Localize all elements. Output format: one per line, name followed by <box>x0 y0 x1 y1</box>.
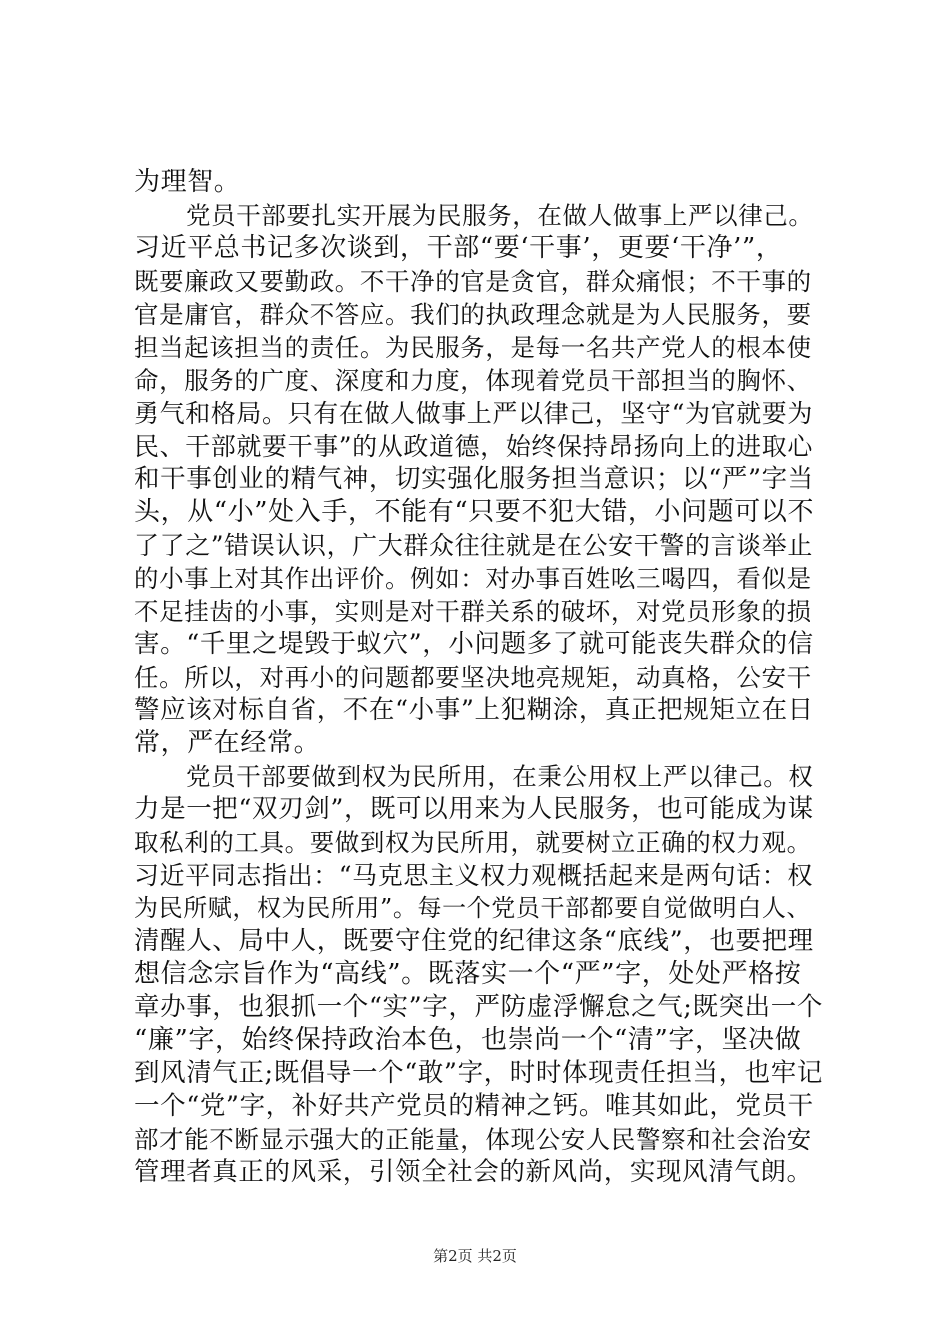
text-line: 警应该对标自省，不在“小事”上犯糊涂，真正把规矩立在日 <box>134 695 814 725</box>
text-line: 党员干部要扎实开展为民服务，在做人做事上严以律己。 <box>186 201 814 230</box>
text-line: 部才能不断显示强大的正能量，体现公安人民警察和社会治安 <box>134 1125 812 1154</box>
text-line: 清醒人、局中人，既要守住党的纪律这条“底线”，也要把理 <box>134 926 814 956</box>
text-line: 想信念宗旨作为“高线”。既落实一个“严”字，处处严格按 <box>134 959 802 989</box>
text-line: 一个“党”字，补好共产党员的精神之钙。唯其如此，党员干 <box>134 1091 814 1121</box>
text-line: 命，服务的广度、深度和力度，体现着党员干部担当的胸怀、 <box>134 366 812 395</box>
text-line: 了了之”错误认识，广大群众往往就是在公安干警的言谈举止 <box>134 531 813 560</box>
text-line: 取私利的工具。要做到权为民所用，就要树立正确的权力观。 <box>134 828 812 857</box>
text-line: 为民所赋，权为民所用”。每一个党员干部都要自觉做明白人、 <box>134 894 812 922</box>
text-line: 头，从“小”处入手，不能有“只要不犯大错，小问题可以不 <box>134 497 815 527</box>
text-line: 章办事，也狠抓一个“实”字，严防虚浮懈怠之气;既突出一个 <box>134 992 823 1022</box>
text-line: 管理者真正的风采，引领全社会的新风尚，实现风清气朗。 <box>134 1157 813 1187</box>
text-line: 官是庸官，群众不答应。我们的执政理念就是为人民服务，要 <box>134 300 812 329</box>
text-line: 力是一把“双刃剑”，既可以用来为人民服务，也可能成为谋 <box>134 794 814 824</box>
text-line: 常，严在经常。 <box>134 728 321 758</box>
document-body <box>134 166 824 1189</box>
text-line: 党员干部要做到权为民所用，在秉公用权上严以律己。权 <box>186 762 814 791</box>
page-number-footer: 第2页 共2页 <box>433 1247 517 1265</box>
text-line: 害。“千里之堤毁于蚁穴”，小问题多了就可能丧失群众的信 <box>134 629 814 659</box>
text-line: 不足挂齿的小事，实则是对干群关系的破坏，对党员形象的损 <box>134 597 812 626</box>
text-line: 和干事创业的精气神，切实强化服务担当意识；以“严”字当 <box>134 464 814 494</box>
text-line: 习近平总书记多次谈到，干部“要‘干事’，更要‘干净’”， <box>134 233 783 263</box>
text-line: 到风清气正;既倡导一个“敢”字，时时体现责任担当，也牢记 <box>134 1058 823 1088</box>
text-line: 民、干部就要干事”的从政道德，始终保持昂扬向上的进取心 <box>134 432 813 461</box>
text-line: 为理智。 <box>134 167 241 197</box>
text-line: 既要廉政又要勤政。不干净的官是贪官，群众痛恨；不干事的 <box>134 267 812 296</box>
text-line: 任。所以，对再小的问题都要坚决地亮规矩，动真格，公安干 <box>134 663 812 692</box>
text-line: “廉”字，始终保持政治本色，也崇尚一个“清”字，坚决做 <box>134 1025 802 1055</box>
text-line: 的小事上对其作出评价。例如：对办事百姓吆三喝四，看似是 <box>134 564 812 593</box>
text-line: 勇气和格局。只有在做人做事上严以律己，坚守“为官就要为 <box>134 399 813 428</box>
text-line: 担当起该担当的责任。为民服务，是每一名共产党人的根本使 <box>134 333 812 362</box>
text-line: 习近平同志指出：“马克思主义权力观概括起来是两句话：权 <box>134 861 813 890</box>
